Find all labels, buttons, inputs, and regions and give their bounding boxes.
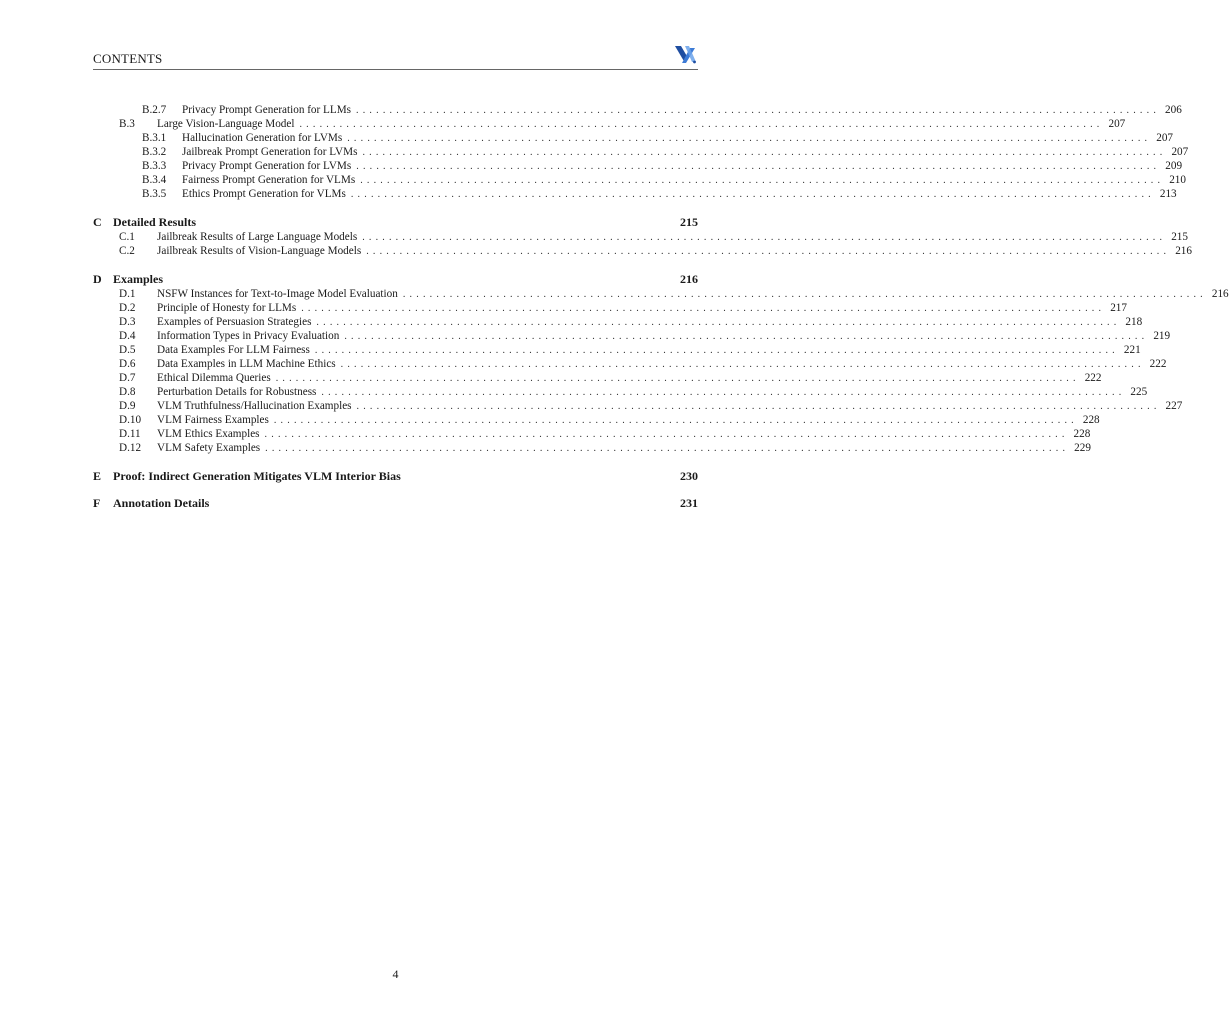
dot-leader: ........................................................................................................................: [360, 175, 1165, 186]
toc-entry[interactable]: [93, 385, 1148, 399]
dot-leader: ........................................................................................................................: [265, 443, 1070, 454]
toc-entry[interactable]: [93, 287, 1229, 301]
dot-leader: ........................................................................................................................: [321, 387, 1126, 398]
entry-title: Examples of Persuasion Strategies: [157, 316, 312, 328]
entry-number: B.3.1: [142, 132, 167, 144]
entry-page: 217: [1110, 302, 1127, 314]
section-title: Detailed Results: [113, 215, 196, 229]
entry-title: Principle of Honesty for LLMs: [157, 302, 297, 314]
entry-title: VLM Ethics Examples: [157, 428, 260, 440]
toc-entry[interactable]: [93, 329, 1171, 343]
entry-page: 216: [1211, 288, 1229, 300]
toc-entry[interactable]: [93, 371, 1102, 385]
entry-title: NSFW Instances for Text-to-Image Model Evaluation: [157, 288, 398, 300]
section-number: C: [93, 215, 102, 229]
entry-page: 228: [1073, 428, 1091, 440]
entry-number: B.3.5: [142, 188, 167, 200]
toc-section-f[interactable]: [93, 495, 698, 511]
section-number: E: [93, 469, 102, 483]
toc-entry[interactable]: [93, 399, 1183, 413]
toc-entry[interactable]: [93, 145, 1189, 159]
toc-entry[interactable]: [93, 357, 1167, 371]
entry-number: D.12: [119, 442, 142, 454]
entry-page: 216: [1175, 245, 1192, 257]
section-page: 215: [680, 215, 698, 229]
entry-page: 222: [1149, 358, 1167, 370]
entry-page: 215: [1171, 231, 1188, 243]
entry-number: B.3.2: [142, 146, 167, 158]
entry-page: 207: [1108, 118, 1126, 130]
trustllm-logo-icon: [672, 44, 698, 66]
entry-title: Data Examples in LLM Machine Ethics: [157, 358, 336, 370]
entry-number: D.11: [119, 428, 141, 440]
table-of-contents: [93, 103, 1229, 511]
dot-leader: ........................................................................................................................: [347, 133, 1152, 144]
section-title: Proof: Indirect Generation Mitigates VLM Interior Bias: [113, 469, 401, 483]
entry-number: D.5: [119, 344, 136, 356]
dot-leader: ........................................................................................................................: [273, 415, 1078, 426]
entry-number: D.9: [119, 400, 136, 412]
entry-title: Ethical Dilemma Queries: [157, 372, 271, 384]
toc-entry[interactable]: [93, 301, 1127, 315]
entry-title: Jailbreak Prompt Generation for LVMs: [182, 146, 358, 158]
toc-entry[interactable]: [93, 159, 1183, 173]
entry-number: D.10: [119, 414, 142, 426]
section-title: Examples: [113, 272, 164, 286]
entry-number: B.3.3: [142, 160, 167, 172]
entry-number: C.1: [119, 231, 135, 243]
toc-entry[interactable]: [93, 173, 1186, 187]
entry-page: 207: [1156, 132, 1173, 144]
entry-page: 206: [1165, 104, 1182, 116]
entry-number: D.6: [119, 358, 136, 370]
entry-title: VLM Truthfulness/Hallucination Examples: [157, 400, 352, 412]
toc-entry[interactable]: [93, 244, 1192, 258]
toc-entry[interactable]: [93, 413, 1100, 427]
entry-number: D.2: [119, 302, 136, 314]
entry-page: 207: [1171, 146, 1189, 158]
dot-leader: ........................................................................................................................: [356, 105, 1161, 116]
dot-leader: ........................................................................................................................: [340, 359, 1145, 370]
dot-leader: ........................................................................................................................: [402, 289, 1207, 300]
toc-entry[interactable]: [93, 343, 1141, 357]
toc-entry[interactable]: [93, 117, 1126, 131]
entry-page: 210: [1169, 174, 1186, 186]
entry-number: D.4: [119, 330, 136, 342]
entry-title: Jailbreak Results of Large Language Models: [157, 231, 358, 243]
entry-page: 221: [1123, 344, 1141, 356]
dot-leader: ........................................................................................................................: [264, 429, 1069, 440]
entry-title: VLM Safety Examples: [157, 442, 261, 454]
entry-page: 209: [1165, 160, 1183, 172]
entry-number: B.3.4: [142, 174, 167, 186]
dot-leader: ........................................................................................................................: [316, 317, 1121, 328]
dot-leader: ........................................................................................................................: [275, 373, 1080, 384]
page-number: 4: [392, 967, 399, 981]
entry-title: Fairness Prompt Generation for VLMs: [182, 174, 356, 186]
dot-leader: ........................................................................................................................: [301, 303, 1106, 314]
entry-title: Large Vision-Language Model: [157, 118, 295, 130]
toc-entry[interactable]: [93, 441, 1091, 455]
toc-entry[interactable]: [93, 427, 1091, 441]
toc-entry[interactable]: [93, 131, 1173, 145]
entry-page: 213: [1159, 188, 1177, 200]
section-number: F: [93, 496, 101, 510]
dot-leader: ........................................................................................................................: [344, 331, 1149, 342]
dot-leader: ........................................................................................................................: [362, 147, 1167, 158]
dot-leader: ........................................................................................................................: [314, 345, 1119, 356]
dot-leader: ........................................................................................................................: [366, 246, 1171, 257]
entry-page: 219: [1153, 330, 1171, 342]
toc-entry[interactable]: [93, 315, 1143, 329]
entry-title: Information Types in Privacy Evaluation: [157, 330, 340, 342]
appendix-d-items: [93, 287, 1229, 455]
entry-title: VLM Fairness Examples: [157, 414, 269, 426]
toc-section-d[interactable]: [93, 271, 698, 287]
dot-leader: ........................................................................................................................: [299, 119, 1104, 130]
appendix-c-items: [93, 230, 1192, 258]
dot-leader: ........................................................................................................................: [356, 161, 1161, 172]
entry-page: 218: [1125, 316, 1143, 328]
entry-number: D.8: [119, 386, 136, 398]
entry-number: D.7: [119, 372, 136, 384]
entry-page: 229: [1074, 442, 1091, 454]
section-page: 230: [680, 469, 698, 483]
appendix-b-items: [93, 103, 1189, 201]
entry-number: D.1: [119, 288, 136, 300]
entry-page: 222: [1084, 372, 1102, 384]
section-number: D: [93, 272, 102, 286]
section-title: Annotation Details: [113, 496, 210, 510]
entry-number: B.2.7: [142, 104, 167, 116]
entry-title: Jailbreak Results of Vision-Language Models: [157, 245, 362, 257]
entry-page: 228: [1082, 414, 1100, 426]
entry-page: 225: [1130, 386, 1148, 398]
toc-entry[interactable]: [93, 103, 1182, 117]
entry-title: Hallucination Generation for LVMs: [182, 132, 343, 144]
entry-title: Data Examples For LLM Fairness: [157, 344, 310, 356]
dot-leader: ........................................................................................................................: [362, 232, 1167, 243]
toc-section-e[interactable]: [93, 468, 698, 484]
entry-title: Ethics Prompt Generation for VLMs: [182, 188, 346, 200]
header-title: CONTENTS: [93, 51, 163, 66]
toc-entry[interactable]: [93, 187, 1177, 201]
entry-title: Privacy Prompt Generation for LLMs: [182, 104, 352, 116]
entry-title: Privacy Prompt Generation for LVMs: [182, 160, 352, 172]
entry-title: Perturbation Details for Robustness: [157, 386, 317, 398]
entry-number: D.3: [119, 316, 136, 328]
entry-number: C.2: [119, 245, 135, 257]
section-page: 216: [680, 272, 698, 286]
toc-section-c[interactable]: [93, 214, 698, 230]
toc-entry[interactable]: [93, 230, 1188, 244]
dot-leader: ........................................................................................................................: [356, 401, 1161, 412]
entry-page: 227: [1165, 400, 1183, 412]
dot-leader: ........................................................................................................................: [350, 189, 1155, 200]
running-header: [93, 48, 698, 70]
section-page: 231: [680, 496, 698, 510]
entry-number: B.3: [119, 118, 135, 130]
